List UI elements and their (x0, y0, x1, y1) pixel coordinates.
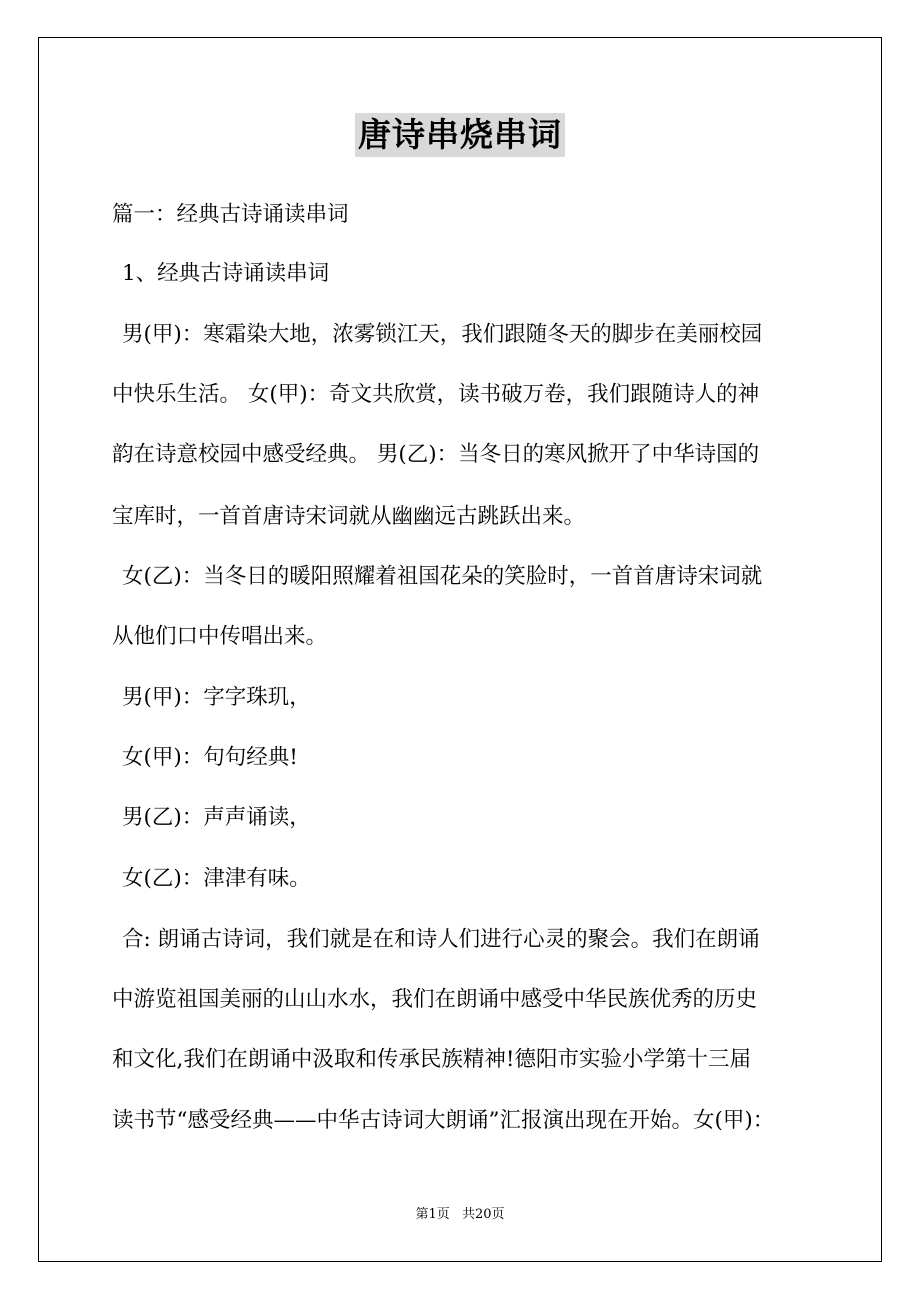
paragraph-line: 读书节“感受经典——中华古诗词大朗诵”汇报演出现在开始。女(甲)： (112, 1108, 775, 1133)
paragraph-line: 合: 朗诵古诗词，我们就是在和诗人们进行心灵的聚会。我们在朗诵 (122, 927, 760, 952)
paragraph-line: 中游览祖国美丽的山山水水，我们在朗诵中感受中华民族优秀的历史 (112, 987, 758, 1012)
paragraph-line: 韵在诗意校园中感受经典。 男(乙)：当冬日的寒风掀开了中华诗国的 (112, 442, 760, 467)
dialogue-line: 男(甲)：字字珠玑， (122, 685, 311, 710)
page-number: 第1页 (415, 1207, 450, 1222)
document-title: 唐诗串烧串词 (355, 113, 565, 157)
paragraph-line: 女(乙)：当冬日的暖阳照耀着祖国花朵的笑脸时，一首首唐诗宋词就 (122, 564, 763, 589)
subsection-heading: 1、经典古诗诵读串词 (122, 261, 330, 286)
page-total: 共20页 (461, 1207, 505, 1222)
paragraph-line: 宝库时，一首首唐诗宋词就从幽幽远古跳跃出来。 (112, 504, 586, 529)
title-container (0, 113, 920, 157)
section-heading: 篇一：经典古诗诵读串词 (112, 202, 349, 227)
paragraph-line: 中快乐生活。 女(甲)：奇文共欣赏，读书破万卷，我们跟随诗人的神 (112, 382, 760, 407)
paragraph-line: 从他们口中传唱出来。 (112, 624, 328, 649)
paragraph-line: 男(甲)：寒霜染大地，浓雾锁江天，我们跟随冬天的脚步在美丽校园 (122, 322, 763, 347)
dialogue-line: 男(乙)：声声诵读， (122, 805, 311, 830)
dialogue-line: 女(乙)：津津有味。 (122, 866, 311, 891)
page-footer (0, 1206, 920, 1224)
paragraph-line: 和文化,我们在朗诵中汲取和传承民族精神!德阳市实验小学第十三届 (112, 1047, 751, 1072)
dialogue-line: 女(甲)：句句经典! (122, 745, 298, 770)
